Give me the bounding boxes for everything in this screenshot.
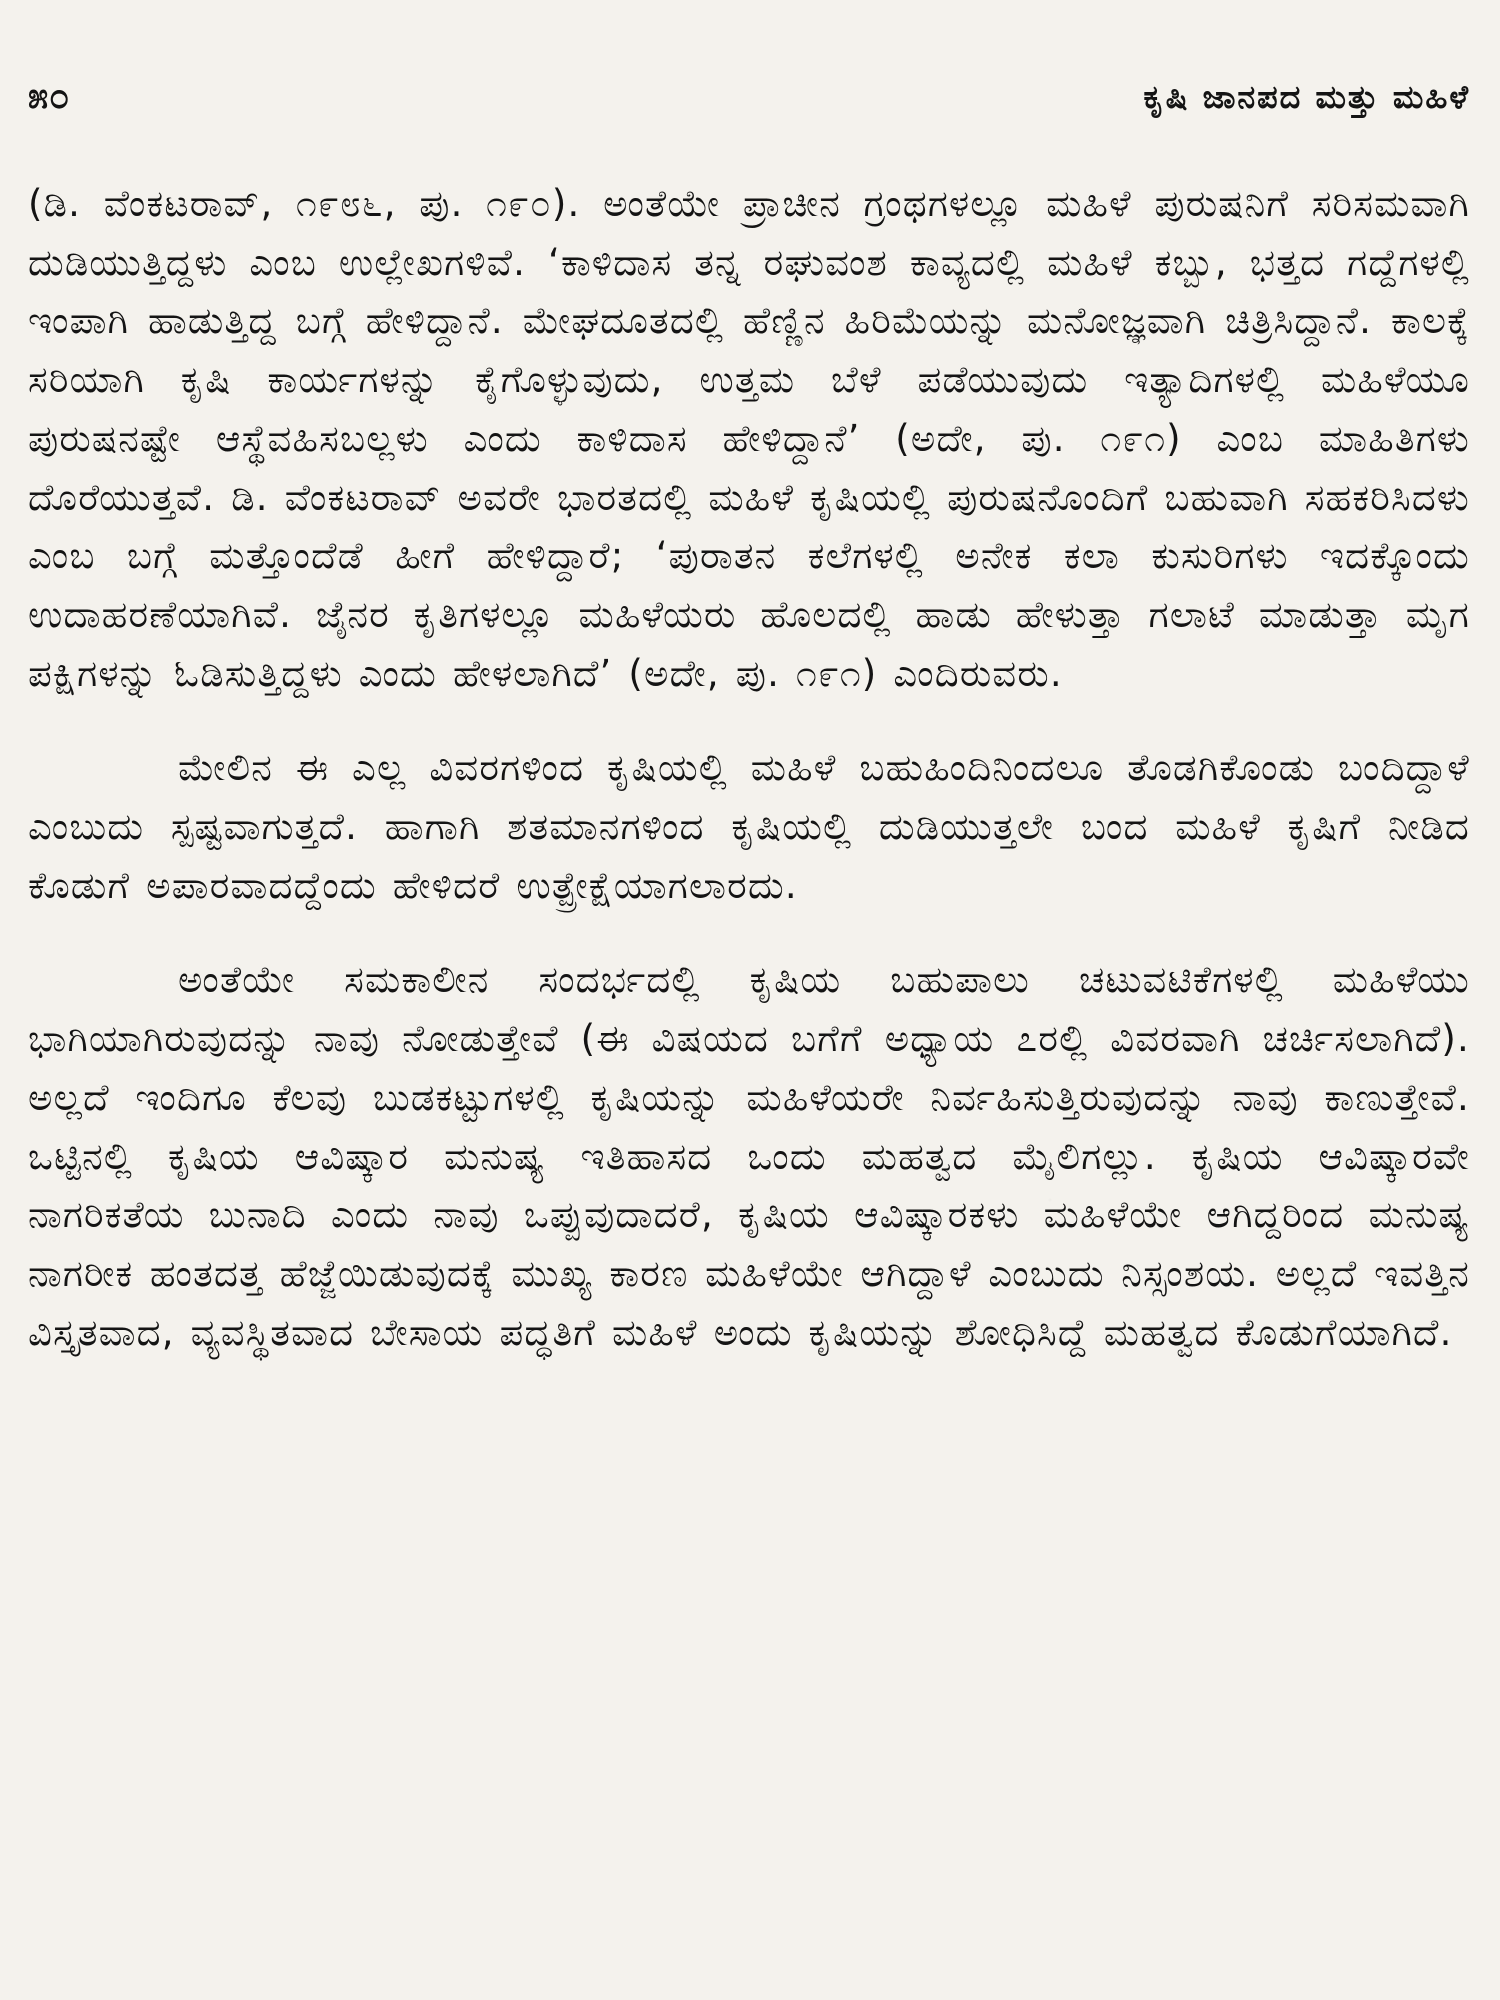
body-text xyxy=(28,175,1470,1362)
paragraph-2: ಮೇಲಿನ ಈ ಎಲ್ಲ ವಿವರಗಳಿಂದ ಕೃಷಿಯಲ್ಲಿ ಮಹಿಳೆ ಬಹುಹಿಂದಿನಿಂದಲೂ ತೊಡಗಿಕೊಂಡು ಬಂದಿದ್ದಾಳೆ ಎಂಬುದು ಸ್ಪಷ್ಟವಾಗುತ್ತದೆ. ಹಾಗಾಗಿ ಶತಮಾನಗಳಿಂದ ಕೃಷಿಯಲ್ಲಿ ದುಡಿಯುತ್ತಲೇ ಬಂದ ಮಹಿಳೆ ಕೃಷಿಗೆ ನೀಡಿದ ಕೊಡುಗೆ ಅಪಾರವಾದದ್ದೆಂದು ಹೇಳಿದರೆ ಉತ್ಪ್ರೇಕ್ಷೆಯಾಗಲಾರದು. xyxy=(28,746,1470,907)
page-header xyxy=(28,72,1470,122)
running-title: ಕೃಷಿ ಜಾನಪದ ಮತ್ತು ಮಹಿಳೆ xyxy=(1143,77,1470,116)
paragraph-gap xyxy=(28,703,1470,739)
page-number: ೫೦ xyxy=(28,76,71,117)
paragraph-3: ಅಂತೆಯೇ ಸಮಕಾಲೀನ ಸಂದರ್ಭದಲ್ಲಿ ಕೃಷಿಯ ಬಹುಪಾಲು ಚಟುವಟಿಕೆಗಳಲ್ಲಿ ಮಹಿಳೆಯು ಭಾಗಿಯಾಗಿರುವುದನ್ನು ನಾವು ನೋಡುತ್ತೇವೆ (ಈ ವಿಷಯದ ಬಗೆಗೆ ಅಧ್ಯಾಯ ೭ರಲ್ಲಿ ವಿವರವಾಗಿ ಚರ್ಚಿಸಲಾಗಿದೆ). ಅಲ್ಲದೆ ಇಂದಿಗೂ ಕೆಲವು ಬುಡಕಟ್ಟುಗಳಲ್ಲಿ ಕೃಷಿಯನ್ನು ಮಹಿಳೆಯರೇ ನಿರ್ವಹಿಸುತ್ತಿರುವುದನ್ನು ನಾವು ಕಾಣುತ್ತೇವೆ. ಒಟ್ಟಿನಲ್ಲಿ ಕೃಷಿಯ ಆವಿಷ್ಕಾರ ಮನುಷ್ಯ ಇತಿಹಾಸದ ಒಂದು ಮಹತ್ವದ ಮೈಲಿಗಲ್ಲು. ಕೃಷಿಯ ಆವಿಷ್ಕಾರವೇ ನಾಗರಿಕತೆಯ ಬುನಾದಿ ಎಂದು ನಾವು ಒಪ್ಪುವುದಾದರೆ, ಕೃಷಿಯ ಆವಿಷ್ಕಾರಕಳು ಮಹಿಳೆಯೇ ಆಗಿದ್ದರಿಂದ ಮನುಷ್ಯ ನಾಗರೀಕ ಹಂತದತ್ತ ಹೆಜ್ಜೆಯಿಡುವುದಕ್ಕೆ ಮುಖ್ಯ ಕಾರಣ ಮಹಿಳೆಯೇ ಆಗಿದ್ದಾಳೆ ಎಂಬುದು ನಿಸ್ಸಂಶಯ. ಅಲ್ಲದೆ ಇವತ್ತಿನ ವಿಸ್ತೃತವಾದ, ವ್ಯವಸ್ಥಿತವಾದ ಬೇಸಾಯ ಪದ್ಧತಿಗೆ ಮಹಿಳೆ ಅಂದು ಕೃಷಿಯನ್ನು ಶೋಧಿಸಿದ್ದೆ ಮಹತ್ವದ ಕೊಡುಗೆಯಾಗಿದೆ. xyxy=(28,958,1470,1354)
paragraph-1: (ಡಿ. ವೆಂಕಟರಾವ್, ೧೯೮೬, ಪು. ೧೯೦). ಅಂತೆಯೇ ಪ್ರಾಚೀನ ಗ್ರಂಥಗಳಲ್ಲೂ ಮಹಿಳೆ ಪುರುಷನಿಗೆ ಸರಿಸಮವಾಗಿ ದುಡಿಯುತ್ತಿದ್ದಳು ಎಂಬ ಉಲ್ಲೇಖಗಳಿವೆ. ‘ಕಾಳಿದಾಸ ತನ್ನ ರಘುವಂಶ ಕಾವ್ಯದಲ್ಲಿ ಮಹಿಳೆ ಕಬ್ಬು, ಭತ್ತದ ಗದ್ದೆಗಳಲ್ಲಿ ಇಂಪಾಗಿ ಹಾಡುತ್ತಿದ್ದ ಬಗ್ಗೆ ಹೇಳಿದ್ದಾನೆ. ಮೇಘದೂತದಲ್ಲಿ ಹೆಣ್ಣಿನ ಹಿರಿಮೆಯನ್ನು ಮನೋಜ್ಞವಾಗಿ ಚಿತ್ರಿಸಿದ್ದಾನೆ. ಕಾಲಕ್ಕೆ ಸರಿಯಾಗಿ ಕೃಷಿ ಕಾರ್ಯಗಳನ್ನು ಕೈಗೊಳ್ಳುವುದು, ಉತ್ತಮ ಬೆಳೆ ಪಡೆಯುವುದು ಇತ್ಯಾದಿಗಳಲ್ಲಿ ಮಹಿಳೆಯೂ ಪುರುಷನಷ್ಟೇ ಆಸ್ಥೆವಹಿಸಬಲ್ಲಳು ಎಂದು ಕಾಳಿದಾಸ ಹೇಳಿದ್ದಾನೆ’ (ಅದೇ, ಪು. ೧೯೧) ಎಂಬ ಮಾಹಿತಿಗಳು ದೊರೆಯುತ್ತವೆ. ಡಿ. ವೆಂಕಟರಾವ್ ಅವರೇ ಭಾರತದಲ್ಲಿ ಮಹಿಳೆ ಕೃಷಿಯಲ್ಲಿ ಪುರುಷನೊಂದಿಗೆ ಬಹುವಾಗಿ ಸಹಕರಿಸಿದಳು ಎಂಬ ಬಗ್ಗೆ ಮತ್ತೊಂದೆಡೆ ಹೀಗೆ ಹೇಳಿದ್ದಾರೆ; ‘ಪುರಾತನ ಕಲೆಗಳಲ್ಲಿ ಅನೇಕ ಕಲಾ ಕುಸುರಿಗಳು ಇದಕ್ಕೊಂದು ಉದಾಹರಣೆಯಾಗಿವೆ. ಜೈನರ ಕೃತಿಗಳಲ್ಲೂ ಮಹಿಳೆಯರು ಹೊಲದಲ್ಲಿ ಹಾಡು ಹೇಳುತ್ತಾ ಗಲಾಟೆ ಮಾಡುತ್ತಾ ಮೃಗ ಪಕ್ಷಿಗಳನ್ನು ಓಡಿಸುತ್ತಿದ್ದಳು ಎಂದು ಹೇಳಲಾಗಿದೆ’ (ಅದೇ, ಪು. ೧೯೧) ಎಂದಿರುವರು. xyxy=(28,182,1470,695)
paragraph-gap xyxy=(28,915,1470,951)
